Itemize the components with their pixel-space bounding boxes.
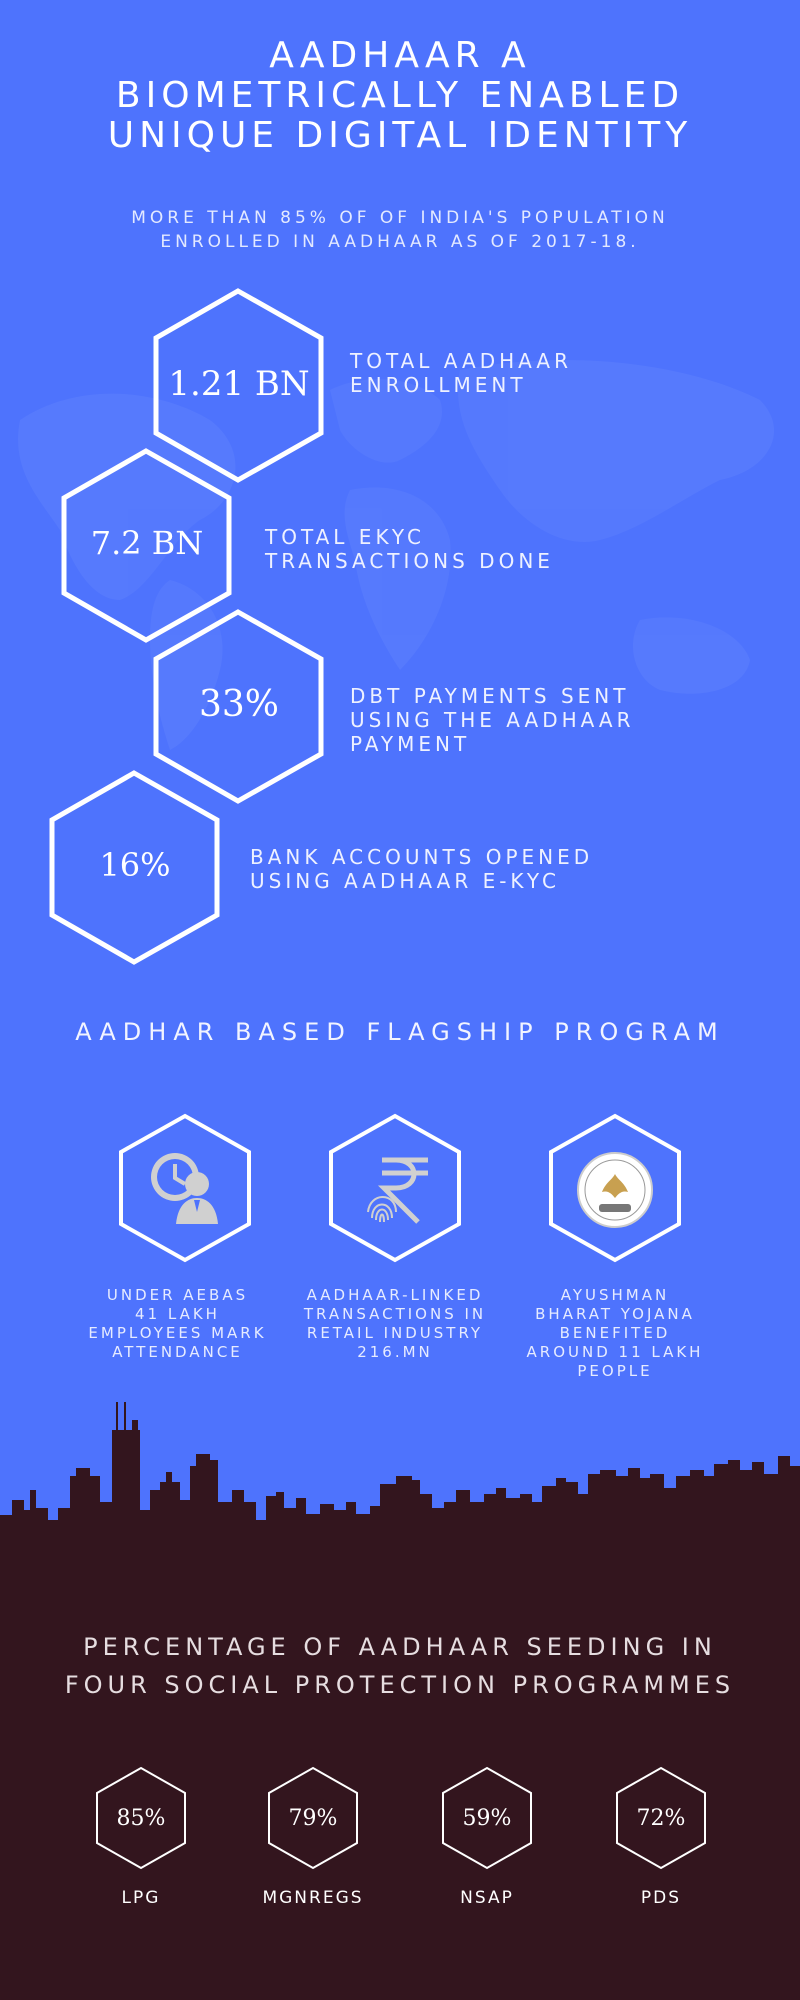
- program-label-retail: [290, 1286, 500, 1362]
- stat-value-ekyc: 7.2 BN: [90, 524, 204, 562]
- attendance-employee-icon: [151, 1153, 218, 1224]
- title-line: AADHAAR A: [269, 35, 531, 76]
- program-label-line: 216.MN: [357, 1343, 433, 1361]
- stat-label-line: DBT PAYMENTS SENT: [350, 684, 630, 708]
- programs-title: AADHAR BASED FLAGSHIP PROGRAM: [75, 1018, 725, 1046]
- program-label-line: PEOPLE: [577, 1362, 653, 1380]
- program-hexagons: [0, 1100, 800, 1280]
- stat-label-line: ENROLLMENT: [350, 373, 527, 397]
- seeding-title-line: FOUR SOCIAL PROTECTION PROGRAMMES: [64, 1671, 736, 1699]
- program-label-line: EMPLOYEES MARK: [88, 1324, 267, 1342]
- seeding-value-pds: 72%: [636, 1806, 686, 1831]
- seeding-name-nsap: NSAP: [460, 1888, 514, 1908]
- program-label-line: TRANSACTIONS IN: [303, 1305, 487, 1323]
- stat-value-enrollment: 1.21 BN: [168, 364, 310, 404]
- seeding-name-mgnregs: MGNREGS: [262, 1888, 364, 1908]
- seeding-name-lpg: LPG: [121, 1888, 161, 1908]
- program-label-line: AADHAAR-LINKED: [306, 1286, 484, 1304]
- seeding-title-line: PERCENTAGE OF AADHAAR SEEDING IN: [83, 1633, 717, 1661]
- program-label-line: AYUSHMAN: [560, 1286, 670, 1304]
- program-label-line: ATTENDANCE: [112, 1343, 243, 1361]
- stat-label-dbt: [350, 684, 634, 756]
- stat-label-line: TOTAL AADHAAR: [350, 349, 572, 373]
- program-label-line: RETAIL INDUSTRY: [306, 1324, 484, 1342]
- skyline-ground: [0, 1520, 800, 1550]
- stat-label-line: TOTAL EKYC: [265, 525, 425, 549]
- pmjay-seal-icon: [578, 1153, 652, 1227]
- seeding-value-mgnregs: 79%: [288, 1806, 338, 1831]
- stat-label-line: USING AADHAAR E-KYC: [250, 869, 560, 893]
- stat-label-line: USING THE AADHAAR: [350, 708, 635, 732]
- stat-label-line: PAYMENT: [350, 732, 471, 756]
- subtitle-line: MORE THAN 85% OF OF INDIA'S POPULATION: [131, 208, 669, 228]
- program-label-line: UNDER AEBAS: [106, 1286, 249, 1304]
- program-label-line: BENEFITED: [559, 1324, 671, 1342]
- program-label-aebas: [70, 1286, 285, 1362]
- seeding-value-nsap: 59%: [462, 1806, 512, 1831]
- stat-label-ekyc: [265, 525, 554, 573]
- stat-label-bank: [250, 845, 593, 893]
- rupee-fingerprint-icon: [368, 1160, 428, 1222]
- stat-value-dbt: 33%: [198, 684, 279, 725]
- subtitle-line: ENROLLED IN AADHAAR AS OF 2017-18.: [160, 232, 640, 252]
- seeding-value-lpg: 85%: [116, 1806, 166, 1831]
- stat-label-line: BANK ACCOUNTS OPENED: [250, 845, 594, 869]
- title-line: BIOMETRICALLY ENABLED: [115, 75, 685, 116]
- program-label-line: 41 LAKH: [135, 1305, 220, 1323]
- title-line: UNIQUE DIGITAL IDENTITY: [107, 115, 693, 156]
- seeding-title: [0, 1628, 800, 1704]
- program-label-ayushman: [510, 1286, 720, 1381]
- stat-value-bank: 16%: [99, 846, 171, 884]
- program-label-line: BHARAT YOJANA: [535, 1305, 695, 1323]
- stat-label-line: TRANSACTIONS DONE: [265, 549, 554, 573]
- program-label-line: AROUND 11 LAKH: [526, 1343, 704, 1361]
- seeding-name-pds: PDS: [640, 1888, 682, 1908]
- stat-label-enrollment: [350, 349, 572, 397]
